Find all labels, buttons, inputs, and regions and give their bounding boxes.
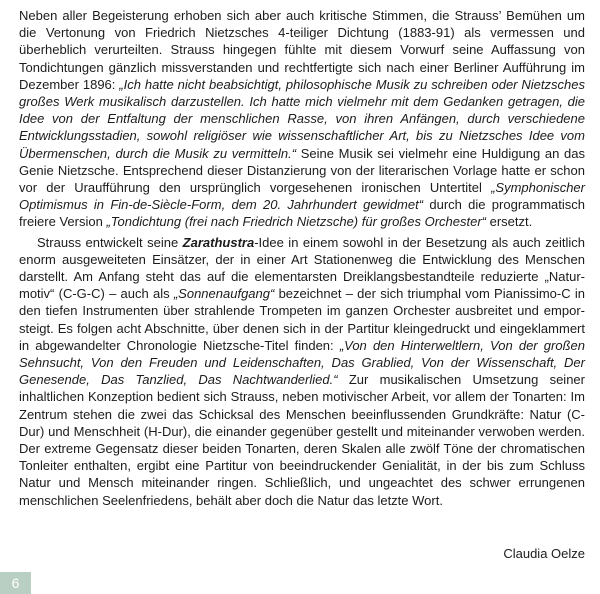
strauss-quote: „Ich hatte nicht beabsichtigt, philosophische Musik zu schreiben oder Nietzsches großes Werk musikalisch darzustellen. Ich hatte mich vielmehr mit dem Gedanken getragen, die Idee von der Entfaltung der menschlichen Rasse, von ihren Anfängen, durch verschiedene Entwicklungsstadien, sowohl religiöser wie wissenschaftlicher Art, bis zu Nietzsches Idee vom Übermenschen, durch die Musik zu vermitteln.“ — [19, 76, 585, 161]
article-body — [19, 7, 585, 509]
paragraph-2-text-3: bezeichnet – der sich triumphal vom Pianissimo-C in den tiefen Instrumenten über strahlende Trompeten im ganzen Orchester ausbreitet und emporsteigt. Es folgen acht Abschnitte, über denen sich in der Partitur kleingedruckt und eingeklammert in abgewandelter Chronologie Nietzsche-Titel finden: — [19, 286, 585, 353]
page-number-box — [0, 572, 31, 594]
paragraph-1-text-3: durch die programmatisch freiere Version — [19, 197, 586, 230]
paragraph-2-text-1: Strauss entwickelt seine — [37, 234, 183, 250]
section-titles-quote: „Von den Hinterweltlern, Von der großen Sehnsucht, Von den Freuden und Leidenschaften, Das Grablied, Von der Wissenschaft, Der Genesende, Das Tanzlied, Das Nachtwanderlied.“ — [19, 337, 585, 388]
author-signature: Claudia Oelze — [503, 546, 585, 561]
page-number: 6 — [11, 575, 20, 591]
paragraph-1-text-1: Neben aller Begeisterung erhoben sich aber auch kritische Stimmen, die Strauss’ Bemühen um die Vertonung von Friedrich Nietzsches 4-teiliger Dichtung (1883-91) als vermessen und überheblich verurteilten. Strauss hingegen fühlte mit diesem Vorwurf seine Auffassung von Tondichtungen gänzlich missverstanden und rechtfertigte sich nach einer Berliner Aufführung im Dezember 1896: — [19, 8, 585, 92]
final-subtitle-quote: „Tondichtung (frei nach Friedrich Nietzsche) für großes Orchester“ — [106, 214, 486, 230]
work-title: Zarathustra — [182, 234, 255, 250]
paragraph-2-text-4: Zur musikalischen Umsetzung seiner inhaltlichen Konzeption bedient sich Strauss, neben motivischer Arbeit, vor allem der Tonarten: Im Zentrum stehen die zwei das Schicksal des Menschen beeinflussenden Grundkräfte: Natur (C-Dur) und Menschheit (H-Dur), die einander gegenüber gestellt und miteinander verwoben werden. Der extreme Gegensatz dieser beiden Tonarten, deren Skalen alle zwölf Töne der chromatischen Tonleiter enthalten, ergibt eine Partitur von beeindruckender Genialität, in der bis zum Schluss Natur und Mensch miteinander ringen. Schließlich, und ungeachtet des schwer errungenen menschlichen Seelenfriedens, behält aber doch die Natur das letzte Wort. — [19, 372, 585, 508]
paragraph-1 — [19, 7, 585, 231]
paragraph-2 — [19, 234, 585, 509]
paragraph-1-text-2: Seine Musik sei vielmehr eine Huldigung an das Genie Nietzsche. Entsprechend dieser Distanzierung von der literarischen Vorlage hatte er schon vor der Uraufführung den ursprünglich vorgesehenen ironischen Untertitel — [19, 145, 585, 196]
sonnenaufgang-quote: „Sonnenaufgang“ — [173, 286, 275, 302]
paragraph-1-text-4: ersetzt. — [486, 214, 533, 230]
paragraph-2-text-2: -Idee in einem sowohl in der Besetzung als auch zeitlich enorm ausgeweiteten Einsätzer, der in einer Art Stationenweg die Entwicklung des Menschen darstellt. Am Anfang steht das auf die elementarsten Dreiklangsbestandteile reduzierte „Naturmotiv“ (C-G-C) – auch als — [19, 234, 585, 302]
original-subtitle-quote: „Symphonischer Optimismus in Fin-de-Siècle-Form, dem 20. Jahrhundert gewidmet“ — [19, 180, 585, 213]
